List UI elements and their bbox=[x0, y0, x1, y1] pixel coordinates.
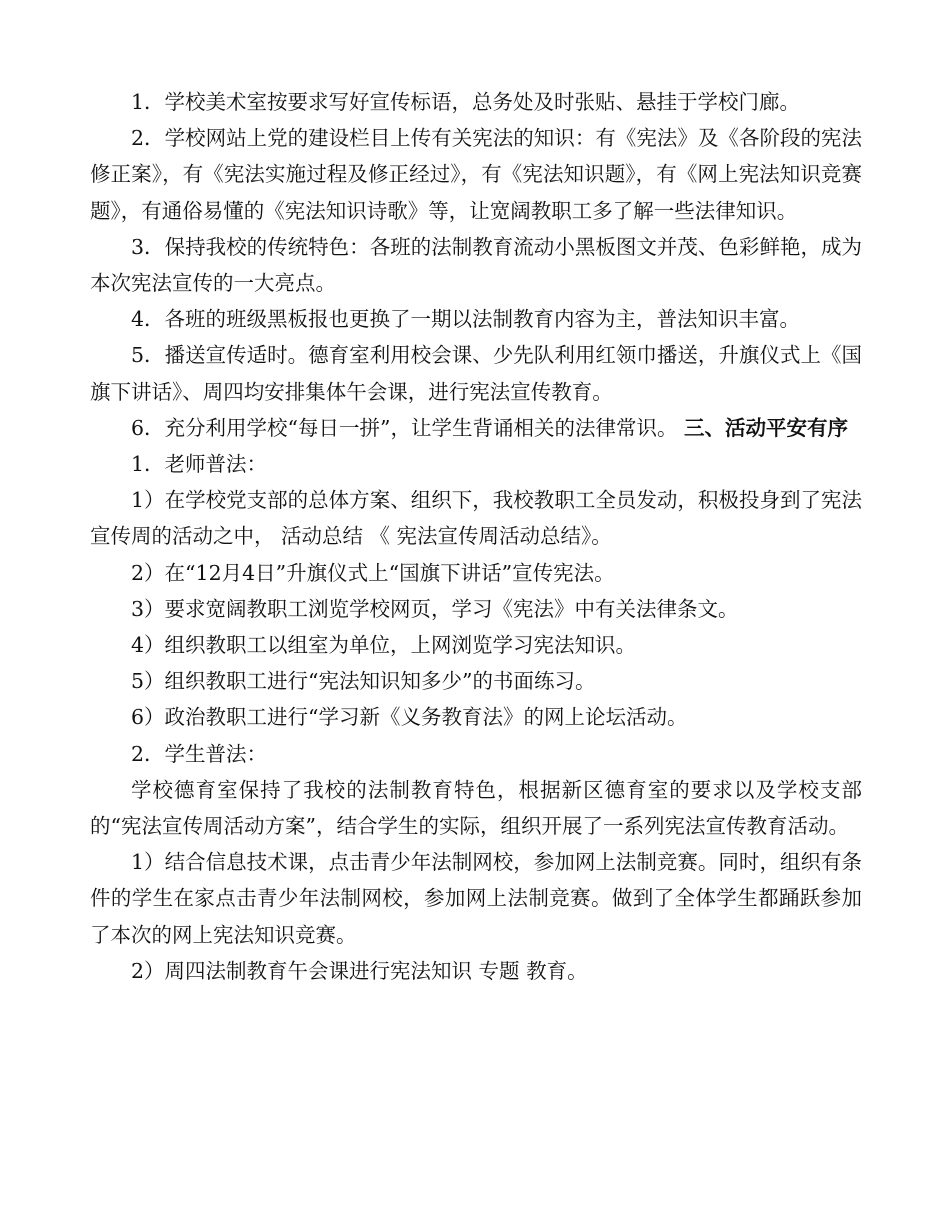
paragraph-14: 2．学生普法： bbox=[131, 741, 268, 766]
paragraph-16: 1）结合信息技术课，点击青少年法制网校，参加网上法制竞赛。同时，组织有条件的学生在家点击青少年法制网校，参加网上法制竞赛。做到了全体学生都踊跃参加了本次的网上宪法知识竞赛。 bbox=[90, 850, 862, 947]
document-body bbox=[90, 84, 862, 989]
paragraph-7: 1．老师普法： bbox=[131, 452, 268, 477]
paragraph-15: 学校德育室保持了我校的法制教育特色，根据新区德育室的要求以及学校支部的“宪法宣传周活动方案”，结合学生的实际，组织开展了一系列宪法宣传教育活动。 bbox=[90, 777, 862, 839]
paragraph-3: 3．保持我校的传统特色：各班的法制教育流动小黑板图文并茂、色彩鲜艳，成为本次宪法宣传的一大亮点。 bbox=[90, 234, 862, 296]
paragraph-12: 5）组织教职工进行“宪法知识知多少”的书面练习。 bbox=[131, 669, 596, 694]
section-heading: 三、活动平安有序 bbox=[684, 415, 849, 440]
paragraph-11: 4）组织教职工以组室为单位，上网浏览学习宪法知识。 bbox=[131, 633, 637, 658]
paragraph-1: 1．学校美术室按要求写好宣传标语，总务处及时张贴、悬挂于学校门廊。 bbox=[131, 90, 801, 114]
paragraph-13: 6）政治教职工进行“学习新《义务教育法》的网上论坛活动。 bbox=[131, 705, 688, 730]
paragraph-9: 2）在“12月4日”升旗仪式上“国旗下讲话”宣传宪法。 bbox=[131, 560, 615, 585]
paragraph-6 bbox=[90, 410, 862, 446]
paragraph-4: 4．各班的班级黑板报也更换了一期以法制教育内容为主，普法知识丰富。 bbox=[131, 307, 801, 332]
paragraph-8: 1）在学校党支部的总体方案、组织下，我校教职工全员发动，积极投身到了宪法宣传周的活动之中， 活动总结 《 宪法宣传周活动总结》。 bbox=[90, 488, 862, 549]
paragraph-5: 5．播送宣传适时。德育室利用校会课、少先队利用红领巾播送，升旗仪式上《国旗下讲话》、周四均安排集体午会课，进行宪法宣传教育。 bbox=[90, 343, 862, 404]
paragraph-2: 2．学校网站上党的建设栏目上传有关宪法的知识：有《宪法》及《各阶段的宪法修正案》，有《宪法实施过程及修正经过》，有《宪法知识题》，有《网上宪法知识竞赛题》，有通俗易懂的《宪法知识诗歌》等，让宽阔教职工多了解一些法律知识。 bbox=[90, 126, 862, 223]
paragraph-10: 3）要求宽阔教职工浏览学校网页，学习《宪法》中有关法律条文。 bbox=[131, 596, 739, 621]
paragraph-6-text: 6．充分利用学校“每日一拼”，让学生背诵相关的法律常识。 bbox=[131, 415, 685, 440]
paragraph-17: 2）周四法制教育午会课进行宪法知识 专题 教育。 bbox=[131, 958, 588, 983]
